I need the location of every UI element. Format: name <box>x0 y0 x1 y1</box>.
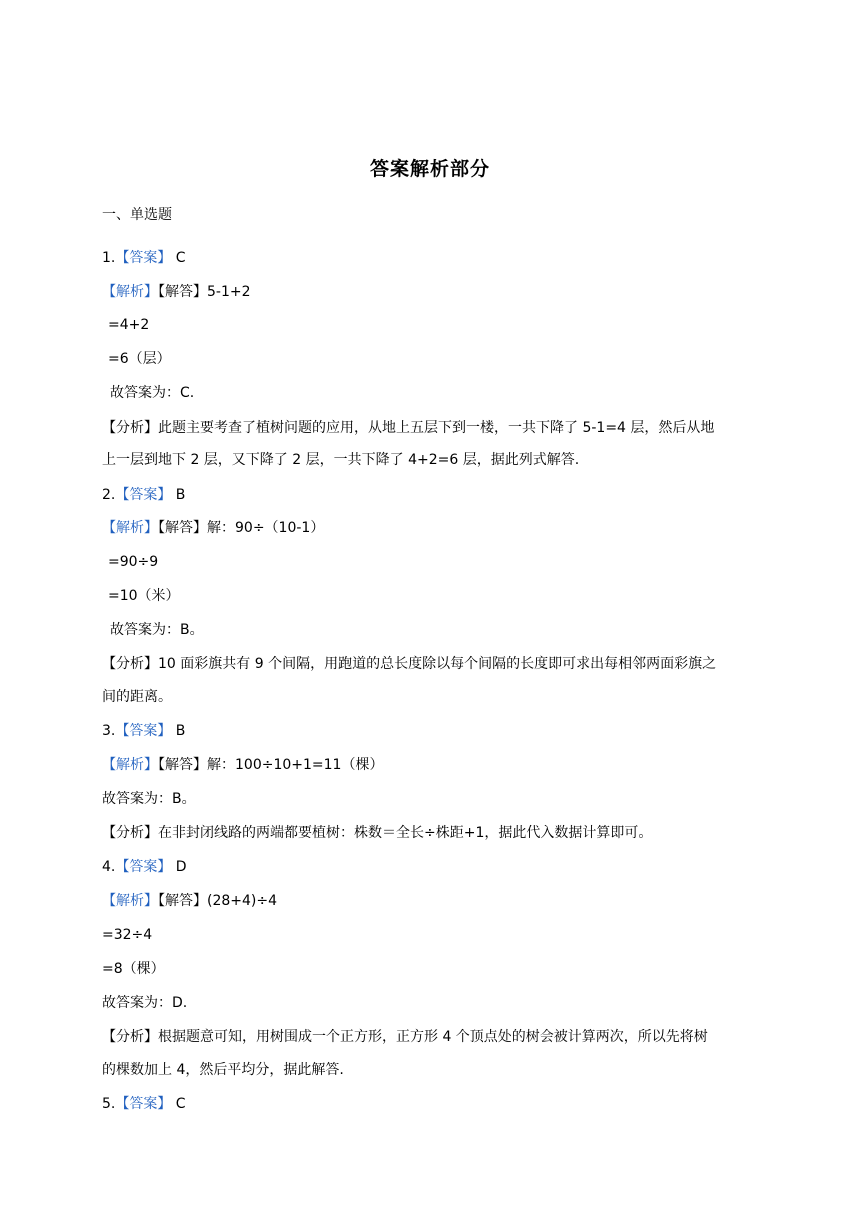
q3-answer-line <box>102 721 185 741</box>
jieda-label: 【解答】 <box>158 893 207 909</box>
q4-answer-line <box>102 857 187 877</box>
q1-answer-value: C <box>171 250 186 266</box>
q4-solution-line <box>102 891 277 911</box>
q4-step-1: =32÷4 <box>102 927 153 943</box>
fenxi-label: 【分析】 <box>102 1029 158 1045</box>
q2-analysis-line-1 <box>102 654 716 674</box>
q4-number: 4. <box>102 859 116 875</box>
fenxi-label: 【分析】 <box>102 420 158 436</box>
q4-step-2: =8（棵） <box>102 961 165 977</box>
jieda-label: 【解答】 <box>158 284 207 300</box>
q4-answer-value: D <box>171 859 187 875</box>
answer-label: 【答案】 <box>115 250 172 266</box>
q2-solution-text: 解：90÷（10-1） <box>207 520 325 536</box>
jiexi-label: 【解析】 <box>102 520 158 536</box>
fenxi-label: 【分析】 <box>102 825 158 841</box>
q2-answer-line <box>102 485 185 505</box>
q4-solution-text: (28+4)÷4 <box>207 893 278 909</box>
q1-solution-text: 5-1+2 <box>207 284 251 300</box>
q1-number: 1. <box>102 250 116 266</box>
q2-number: 2. <box>102 487 116 503</box>
jiexi-label: 【解析】 <box>102 284 158 300</box>
q5-number: 5. <box>102 1096 116 1112</box>
answer-label: 【答案】 <box>115 1096 172 1112</box>
answer-label: 【答案】 <box>115 859 172 875</box>
q3-conclusion: 故答案为：B。 <box>102 791 196 807</box>
q4-conclusion: 故答案为：D. <box>102 995 188 1011</box>
q1-analysis-line-1 <box>102 418 714 438</box>
q3-solution-text: 解：100÷10+1=11（棵） <box>207 757 384 773</box>
jieda-label: 【解答】 <box>158 757 207 773</box>
fenxi-label: 【分析】 <box>102 656 158 672</box>
q2-solution-line <box>102 518 324 538</box>
q1-answer-line <box>102 248 186 268</box>
q2-step-2: =10（米） <box>108 588 180 604</box>
q5-answer-line <box>102 1094 186 1114</box>
q2-answer-value: B <box>171 487 186 503</box>
page-title: 答案解析部分 <box>369 158 490 180</box>
q1-analysis-text-1: 此题主要考查了植树问题的应用，从地上五层下到一楼，一共下降了 5-1=4 层，然后从地 <box>158 420 715 436</box>
q1-step-1: =4+2 <box>108 317 150 333</box>
q1-solution-line <box>102 282 251 302</box>
q5-answer-value: C <box>171 1096 186 1112</box>
q2-analysis-text-1: 10 面彩旗共有 9 个间隔，用跑道的总长度除以每个间隔的长度即可求出每相邻两面彩旗之 <box>158 656 717 672</box>
jiexi-label: 【解析】 <box>102 757 158 773</box>
q1-step-2: =6（层） <box>108 351 171 367</box>
answer-label: 【答案】 <box>115 487 172 503</box>
q3-analysis-text-1: 在非封闭线路的两端都要植树：株数＝全长÷株距+1，据此代入数据计算即可。 <box>158 825 653 841</box>
jiexi-label: 【解析】 <box>102 893 158 909</box>
q2-analysis-line-2: 间的距离。 <box>102 689 172 705</box>
q3-number: 3. <box>102 723 116 739</box>
q4-analysis-line-1 <box>102 1027 708 1047</box>
answer-label: 【答案】 <box>115 723 172 739</box>
section-heading: 一、单选题 <box>102 207 172 223</box>
q3-analysis-line-1 <box>102 823 652 843</box>
q4-analysis-text-1: 根据题意可知，用树围成一个正方形，正方形 4 个顶点处的树会被计算两次，所以先将树 <box>158 1029 708 1045</box>
q3-solution-line <box>102 755 383 775</box>
jieda-label: 【解答】 <box>158 520 207 536</box>
q2-conclusion: 故答案为：B。 <box>110 622 204 638</box>
q2-step-1: =90÷9 <box>108 554 159 570</box>
q1-conclusion: 故答案为：C. <box>110 385 195 401</box>
q4-analysis-line-2: 的棵数加上 4，然后平均分，据此解答. <box>102 1062 344 1078</box>
q1-analysis-line-2: 上一层到地下 2 层，又下降了 2 层，一共下降了 4+2=6 层，据此列式解答. <box>102 452 580 468</box>
q3-answer-value: B <box>171 723 186 739</box>
